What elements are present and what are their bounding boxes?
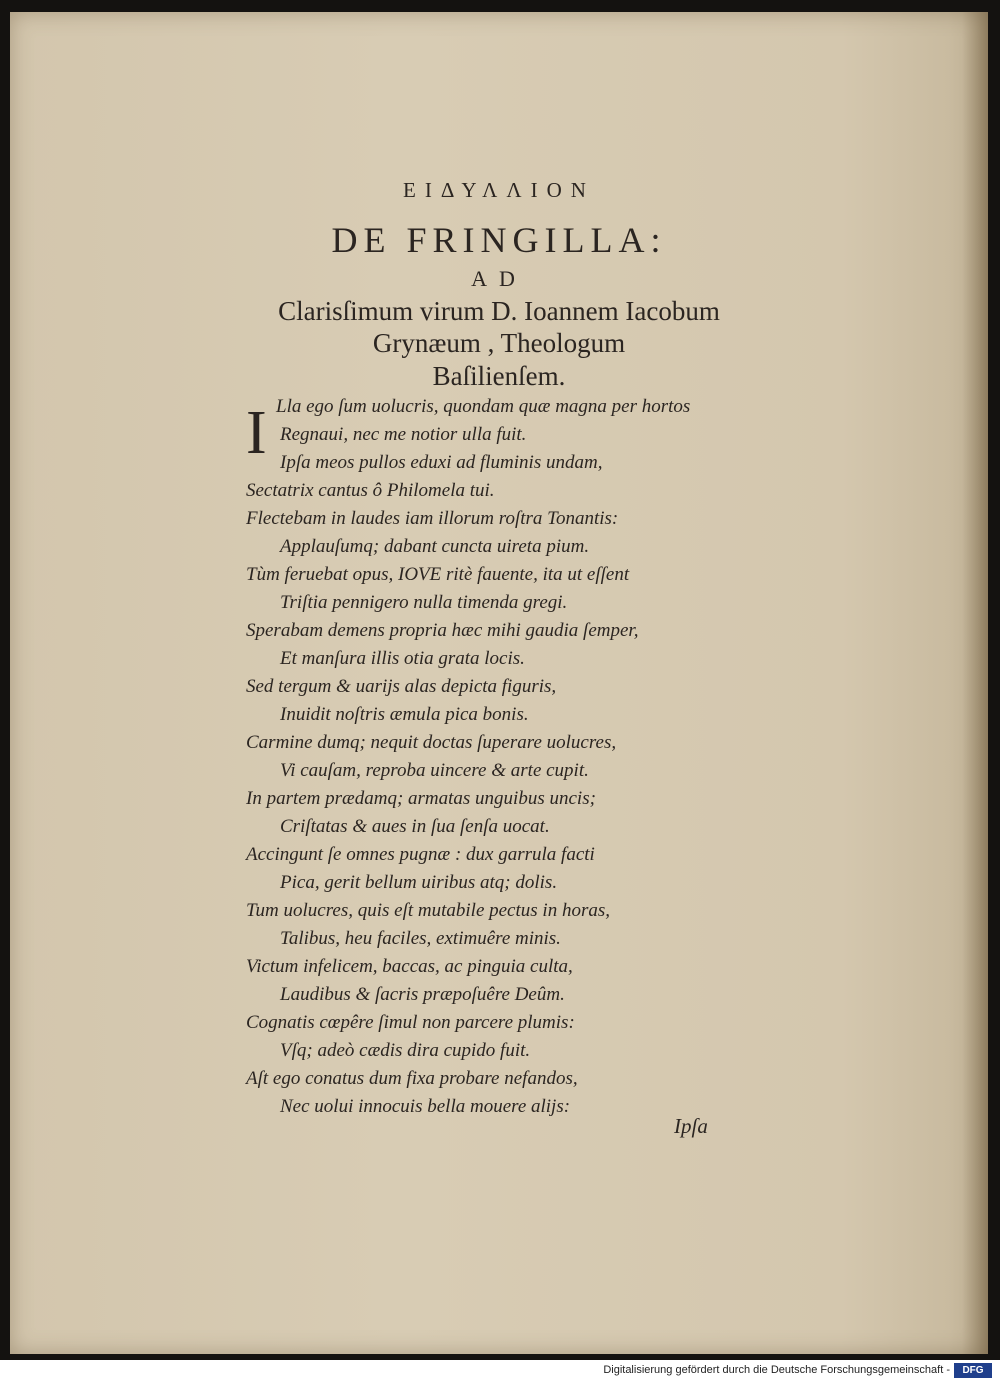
verse-line: Cognatis cœpêre ſimul non parcere plumis:	[246, 1012, 575, 1033]
verse-line: Accingunt ſe omnes pugnæ : dux garrula facti	[246, 844, 595, 865]
verse-line: Talibus, heu faciles, extimuêre minis.	[280, 928, 561, 949]
verse-line: Pica, gerit bellum uiribus atq; dolis.	[280, 872, 558, 893]
book-page	[10, 12, 988, 1354]
verse-line: Carmine dumq; nequit doctas ſuperare uolucres,	[246, 732, 617, 753]
verse-line: Laudibus & ſacris præpoſuêre Deûm.	[280, 984, 565, 1005]
verse-line: Applauſumq; dabant cuncta uireta pium.	[280, 536, 590, 557]
verse-line: Et manſura illis otia grata locis.	[280, 648, 525, 669]
verse-line: Victum infelicem, baccas, ac pinguia culta,	[246, 956, 573, 977]
page-edge-shadow	[962, 12, 988, 1354]
dedication-line-2: Grynæum , Theologum	[372, 328, 626, 358]
funding-credit: Digitalisierung gefördert durch die Deutsche Forschungsgemeinschaft -	[603, 1364, 950, 1376]
dfg-logo-icon: DFG	[954, 1363, 992, 1378]
verse-line: Sperabam demens propria hæc mihi gaudia ſemper,	[246, 620, 639, 641]
verse-line: Aſt ego conatus dum fixa probare nefandos,	[246, 1068, 578, 1089]
verse-line: Regnaui, nec me notior ulla fuit.	[280, 424, 527, 445]
dedication-line-1: Clarisſimum virum D. Ioannem Iacobum	[278, 296, 720, 326]
running-head: ΕΙΔΥΛΛΙΟΝ	[403, 178, 595, 202]
verse-line: Sectatrix cantus ô Philomela tui.	[246, 480, 495, 501]
verse-line: Flectebam in laudes iam illorum roſtra Tonantis:	[246, 508, 619, 529]
verse-line: Vſq; adeò cædis dira cupido fuit.	[280, 1040, 531, 1061]
verse-line: Criſtatas & aues in ſua ſenſa uocat.	[280, 816, 550, 837]
verse-line: Nec uolui innocuis bella mouere alijs:	[280, 1096, 571, 1117]
verse-line: Inuidit noſtris æmula pica bonis.	[280, 704, 529, 725]
catchword: Ipſa	[674, 1114, 708, 1138]
verse-line: Vi cauſam, reproba uincere & arte cupit.	[280, 760, 589, 781]
dedication-line-3: Baſilienſem.	[432, 361, 566, 391]
poem-title: DE FRINGILLA:	[331, 220, 667, 260]
drop-initial: I	[246, 399, 267, 467]
verse-line: Lla ego ſum uolucris, quondam quæ magna per hortos	[276, 396, 691, 417]
dedication-ad: AD	[471, 266, 527, 291]
verse-line: Tum uolucres, quis eſt mutabile pectus in horas,	[246, 900, 610, 921]
verse-line: In partem prædamq; armatas unguibus uncis;	[246, 788, 596, 809]
verse-line: Tùm feruebat opus, IOVE ritè fauente, ita ut eſſent	[246, 564, 630, 585]
verse-line: Ipſa meos pullos eduxi ad fluminis undam,	[280, 452, 603, 473]
digitization-footer	[0, 1360, 1000, 1382]
verse-line: Triſtia pennigero nulla timenda gregi.	[280, 592, 568, 613]
verse-line: Sed tergum & uarijs alas depicta figuris,	[246, 676, 557, 697]
